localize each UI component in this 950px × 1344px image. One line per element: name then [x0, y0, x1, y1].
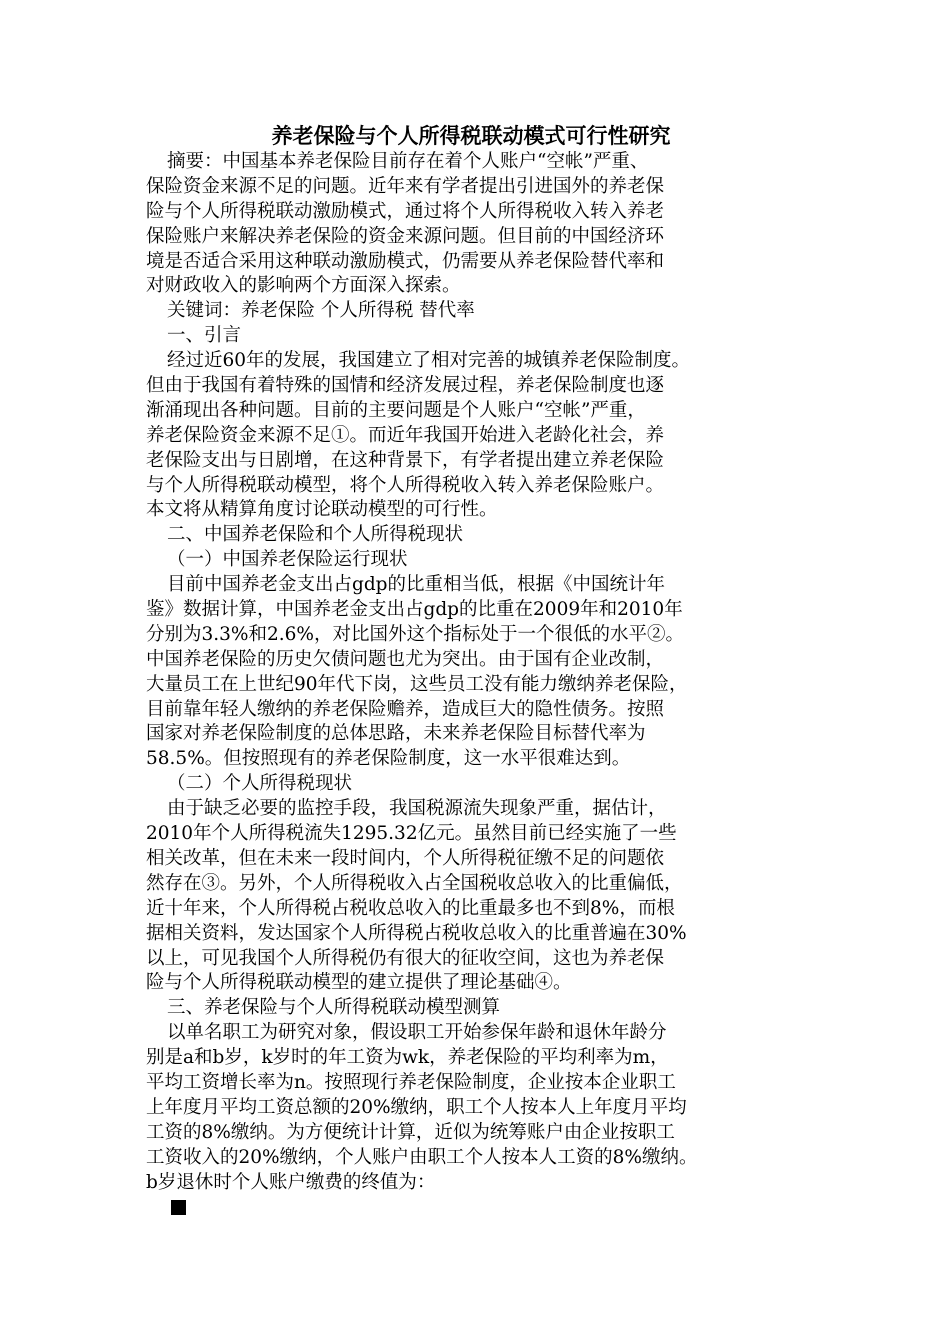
abstract-line: 摘要：中国基本养老保险目前存在着个人账户“空帐”严重、: [167, 151, 649, 172]
section-heading: 一、引言: [167, 325, 242, 347]
paragraph-line: 分别为3.3%和2.6%，对比国外这个指标处于一个很低的水平②。: [146, 623, 685, 645]
paragraph-line: 据相关资料，发达国家个人所得税占税收总收入的比重普遍在30%: [146, 922, 687, 944]
paragraph-line: 上年度月平均工资总额的20%缴纳，职工个人按本人上年度月平均: [146, 1096, 687, 1118]
paragraph-line: 养老保险资金来源不足①。而近年我国开始进入老龄化社会，养: [146, 424, 665, 446]
paragraph-line: 2010年个人所得税流失1295.32亿元。虽然目前已经实施了一些: [146, 823, 677, 845]
paragraph-line: 大量员工在上世纪90年代下岗，这些员工没有能力缴纳养老保险，: [146, 673, 688, 695]
abstract-line: 险与个人所得税联动激励模式，通过将个人所得税收入转入养老: [146, 200, 665, 222]
paragraph-line: 别是a和b岁，k岁时的年工资为wk，养老保险的平均利率为m，: [146, 1047, 669, 1069]
formula-placeholder-icon: [171, 1200, 186, 1215]
abstract-line: 境是否适合采用这种联动激励模式，仍需要从养老保险替代率和: [146, 250, 665, 272]
paragraph-line: 渐涌现出各种问题。目前的主要问题是个人账户“空帐”严重，: [146, 399, 646, 421]
paragraph-line: 平均工资增长率为n。按照现行养老保险制度，企业按本企业职工: [146, 1071, 676, 1093]
keywords-line: 关键词：养老保险 个人所得税 替代率: [167, 300, 475, 322]
document-title: 养老保险与个人所得税联动模式可行性研究: [271, 123, 671, 148]
paragraph-line: 以上，可见我国个人所得税仍有很大的征收空间，这也为养老保: [146, 947, 665, 969]
section-heading: 三、养老保险与个人所得税联动模型测算: [167, 997, 501, 1019]
abstract-line: 保险账户来解决养老保险的资金来源问题。但目前的中国经济环: [146, 225, 665, 247]
paragraph-line: 国家对养老保险制度的总体思路，未来养老保险目标替代率为: [146, 723, 646, 745]
paragraph-line: 目前靠年轻人缴纳的养老保险赡养，造成巨大的隐性债务。按照: [146, 698, 665, 720]
paragraph-line: 目前中国养老金支出占gdp的比重相当低，根据《中国统计年: [167, 574, 666, 596]
paragraph-line: 相关改革，但在未来一段时间内，个人所得税征缴不足的问题依: [146, 847, 665, 869]
paragraph-line: 险与个人所得税联动模型的建立提供了理论基础④。: [146, 972, 572, 994]
subsection-heading: （二）个人所得税现状: [167, 773, 353, 795]
paragraph-line: 工资的8%缴纳。为方便统计计算，近似为统筹账户由企业按职工: [146, 1121, 675, 1143]
subsection-heading: （一）中国养老保险运行现状: [167, 549, 408, 571]
paragraph-line: 鉴》数据计算，中国养老金支出占gdp的比重在2009年和2010年: [146, 599, 683, 621]
abstract-line: 保险资金来源不足的问题。近年来有学者提出引进国外的养老保: [146, 175, 665, 197]
section-heading: 二、中国养老保险和个人所得税现状: [167, 524, 464, 546]
paragraph-line: 由于缺乏必要的监控手段，我国税源流失现象严重，据估计，: [167, 798, 667, 820]
abstract-line: 对财政收入的影响两个方面深入探索。: [146, 275, 461, 297]
paragraph-line: 但由于我国有着特殊的国情和经济发展过程，养老保险制度也逐: [146, 375, 665, 397]
paragraph-line: 以单名职工为研究对象，假设职工开始参保年龄和退休年龄分: [167, 1022, 667, 1044]
paragraph-line: 老保险支出与日剧增，在这种背景下，有学者提出建立养老保险: [146, 449, 665, 471]
document-body: [146, 150, 802, 1195]
paragraph-line: 经过近60年的发展，我国建立了相对完善的城镇养老保险制度。: [167, 350, 691, 372]
paragraph-line: 中国养老保险的历史欠债问题也尤为突出。由于国有企业改制，: [146, 648, 665, 670]
paragraph-line: b岁退休时个人账户缴费的终值为：: [146, 1171, 436, 1193]
paragraph-line: 然存在③。另外，个人所得税收入占全国税收总收入的比重偏低，: [146, 872, 683, 894]
paragraph-line: 本文将从精算角度讨论联动模型的可行性。: [146, 499, 498, 521]
paragraph-line: 工资收入的20%缴纳，个人账户由职工个人按本人工资的8%缴纳。: [146, 1146, 698, 1168]
paragraph-line: 58.5%。但按照现有的养老保险制度，这一水平很难达到。: [146, 748, 631, 770]
paragraph-line: 近十年来，个人所得税占税收总收入的比重最多也不到8%，而根: [146, 897, 675, 919]
paragraph-line: 与个人所得税联动模型，将个人所得税收入转入养老保险账户。: [146, 474, 665, 496]
